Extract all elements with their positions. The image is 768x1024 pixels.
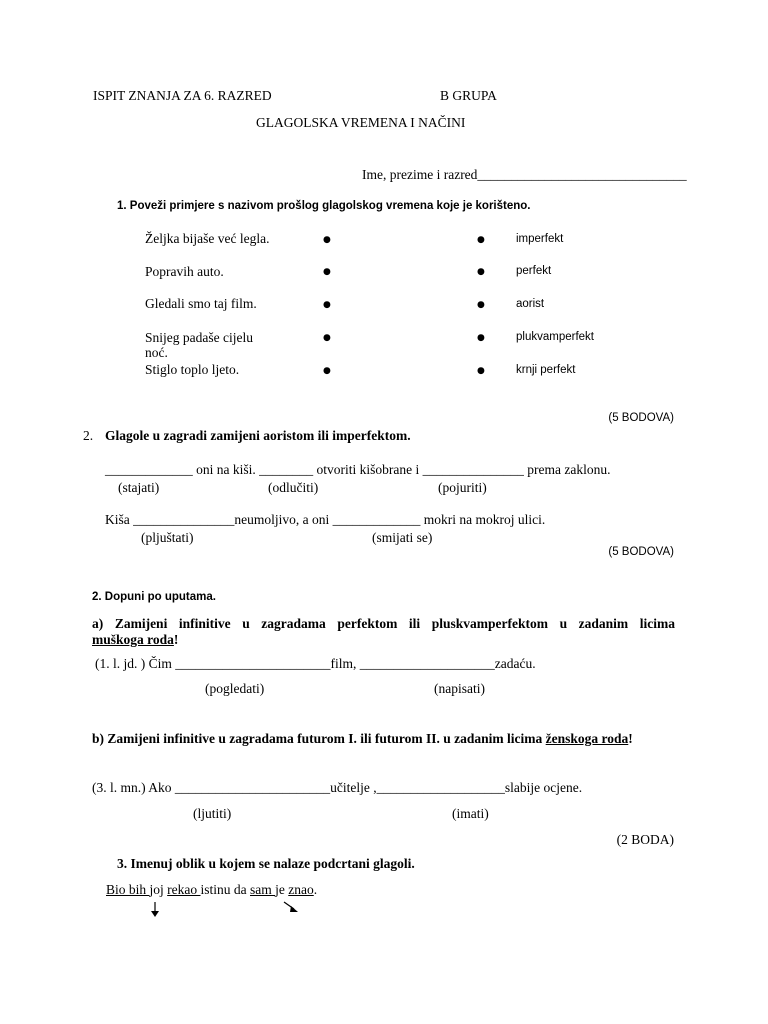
q1-instruction: 1. Poveži primjere s nazivom prošlog glagolskog vremena koje je korišteno.	[117, 200, 531, 212]
q1-points: (5 BODOVA)	[608, 412, 674, 424]
q4-instruction: 3. Imenuj oblik u kojem se nalaze podcrtani glagoli.	[117, 856, 415, 871]
page-subtitle: GLAGOLSKA VREMENA I NAČINI	[256, 115, 466, 130]
q1-example-4-cont: noć.	[145, 345, 168, 360]
arrow-down-icon	[146, 900, 166, 924]
q3b-hint: (ljutiti)	[193, 806, 232, 821]
name-field-line[interactable]: Ime, prezime i razred_______________________________	[362, 167, 687, 182]
sentence-word: je	[275, 882, 289, 897]
q2-hint: (stajati)	[118, 480, 160, 495]
q3a-hint: (napisati)	[434, 681, 485, 696]
underlined-verb: Bio bih	[106, 882, 150, 897]
sentence-word: istinu da	[200, 882, 251, 897]
q1-tense-3: aorist	[516, 298, 545, 310]
q1-left-bullet[interactable]: ●	[323, 366, 331, 376]
arrow-down-right-icon	[281, 899, 307, 923]
q3b-instruction	[92, 731, 633, 747]
masculine-gender: muškoga roda	[92, 632, 174, 647]
q1-example-5: Stiglo toplo ljeto.	[145, 362, 240, 377]
q2-sentence-2[interactable]: Kiša _______________neumoljivo, a oni _____________ mokri na mokroj ulici.	[105, 512, 546, 527]
q3-points: (2 BODA)	[616, 832, 674, 847]
q1-left-bullet[interactable]: ●	[323, 333, 331, 343]
q2-hint: (odlučiti)	[268, 480, 319, 495]
q3a-text-post: !	[173, 632, 179, 647]
q1-tense-1: imperfekt	[516, 233, 564, 245]
q3-title: 2. Dopuni po uputama.	[92, 591, 216, 603]
q1-right-bullet[interactable]: ●	[477, 300, 485, 310]
q1-right-bullet[interactable]: ●	[477, 366, 485, 376]
exam-title: ISPIT ZNANJA ZA 6. RAZRED	[93, 88, 272, 103]
q1-example-4: Snijeg padaše cijelu	[145, 330, 253, 345]
q3b-text-post: !	[628, 731, 633, 746]
q4-sentence	[106, 882, 317, 898]
q3b-hint: (imati)	[452, 806, 489, 821]
q1-example-3: Gledali smo taj film.	[145, 296, 257, 311]
q1-right-bullet[interactable]: ●	[477, 333, 485, 343]
q2-sentence-1[interactable]: _____________ oni na kiši. ________ otvoriti kišobrane i _______________ prema zaklonu.	[105, 462, 611, 477]
q2-instruction: Glagole u zagradi zamijeni aoristom ili imperfektom.	[105, 428, 411, 443]
feminine-gender: ženskoga roda	[545, 731, 629, 746]
q3a-sentence[interactable]: (1. l. jd. ) Čim _______________________film, ____________________zadaću.	[95, 656, 536, 671]
q3a-instruction: a) Zamijeni infinitive u zagradama perfektom ili pluskvamperfektom u zadanim licima	[92, 616, 675, 631]
q3b-text-pre: b) Zamijeni infinitive u zagradama futurom I. ili futurom II. u zadanim licima	[92, 731, 546, 746]
q1-tense-2: perfekt	[516, 265, 552, 277]
group-label: B GRUPA	[440, 88, 497, 103]
underlined-verb: sam	[250, 882, 276, 897]
q2-number: 2.	[83, 428, 94, 443]
underlined-verb: rekao	[167, 882, 201, 897]
q1-left-bullet[interactable]: ●	[323, 300, 331, 310]
q3b-sentence[interactable]: (3. l. mn.) Ako _______________________učitelje ,___________________slabije ocjene.	[92, 780, 583, 795]
q3a-instruction-2	[92, 632, 178, 648]
q2-hint: (pojuriti)	[438, 480, 487, 495]
sentence-word: joj	[149, 882, 168, 897]
q2-hint: (pljuštati)	[141, 530, 194, 545]
q1-example-2: Popravih auto.	[145, 264, 224, 279]
q1-left-bullet[interactable]: ●	[323, 267, 331, 277]
q1-tense-5: krnji perfekt	[516, 364, 576, 376]
q1-right-bullet[interactable]: ●	[477, 267, 485, 277]
underlined-verb: znao	[288, 882, 314, 897]
q1-example-1: Željka bijaše već legla.	[145, 231, 270, 246]
q1-right-bullet[interactable]: ●	[477, 235, 485, 245]
q3a-hint: (pogledati)	[205, 681, 265, 696]
q1-tense-4: plukvamperfekt	[516, 331, 594, 343]
q2-hint: (smijati se)	[372, 530, 433, 545]
q1-left-bullet[interactable]: ●	[323, 235, 331, 245]
sentence-word: .	[313, 882, 318, 897]
q2-points: (5 BODOVA)	[608, 546, 674, 558]
